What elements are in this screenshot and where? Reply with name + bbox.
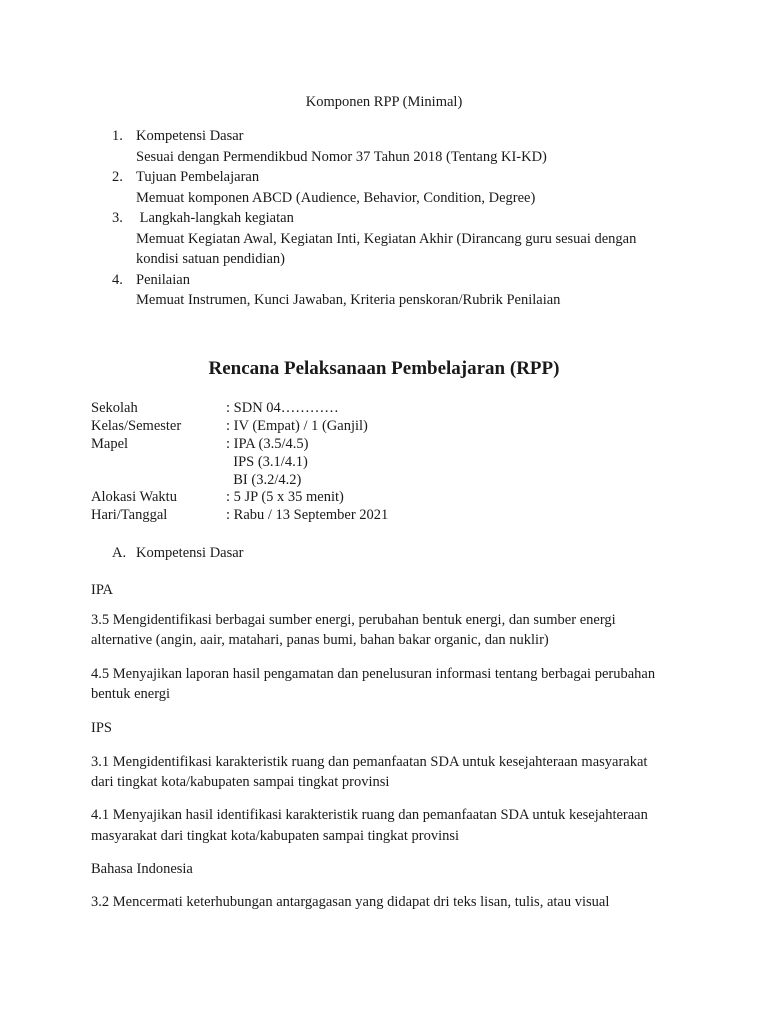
- list-item-number: 4.: [112, 272, 123, 288]
- kd-text: masyarakat dari tingkat kota/kabupaten sampai tingkat provinsi: [91, 828, 460, 844]
- list-item-title: Penilaian: [136, 272, 190, 288]
- identity-label: Hari/Tanggal: [91, 507, 168, 523]
- kd-text: alternative (angin, aair, matahari, panas bumi, bahan bakar organic, dan nuklir): [91, 632, 549, 648]
- identity-value: : IV (Empat) / 1 (Ganjil): [226, 418, 368, 434]
- kd-text: 3.5 Mengidentifikasi berbagai sumber energi, perubahan bentuk energi, dan sumber energi: [91, 612, 616, 628]
- identity-value: : Rabu / 13 September 2021: [226, 507, 389, 523]
- identity-value: : 5 JP (5 x 35 menit): [226, 489, 344, 505]
- list-item-desc: Memuat Kegiatan Awal, Kegiatan Inti, Kegiatan Akhir (Dirancang guru sesuai dengan: [136, 231, 637, 247]
- kd-text: 3.2 Mencermati keterhubungan antargagasan yang didapat dri teks lisan, tulis, atau visual: [91, 894, 610, 910]
- identity-value: IPS (3.1/4.1): [226, 454, 308, 470]
- rpp-title: Rencana Pelaksanaan Pembelajaran (RPP): [208, 358, 560, 379]
- identity-label: Sekolah: [91, 400, 138, 416]
- identity-label: Kelas/Semester: [91, 418, 182, 434]
- identity-label: Alokasi Waktu: [91, 489, 177, 505]
- list-item-number: 2.: [112, 169, 123, 185]
- components-title: Komponen RPP (Minimal): [305, 94, 463, 110]
- list-item-desc: kondisi satuan pendidian): [136, 251, 286, 267]
- list-item-desc: Memuat Instrumen, Kunci Jawaban, Kriteria penskoran/Rubrik Penilaian: [136, 292, 561, 308]
- list-item-desc: Sesuai dengan Permendikbud Nomor 37 Tahun 2018 (Tentang KI-KD): [136, 149, 547, 165]
- kd-text: 4.1 Menyajikan hasil identifikasi karakteristik ruang dan pemanfaatan SDA untuk kesejahteraan: [91, 807, 648, 823]
- identity-value: : SDN 04…………: [226, 400, 339, 416]
- identity-label: Mapel: [91, 436, 129, 452]
- kd-text: 3.1 Mengidentifikasi karakteristik ruang dan pemanfaatan SDA untuk kesejahteraan masyarakat: [91, 754, 648, 770]
- list-item-number: 3.: [112, 210, 123, 226]
- kd-text: dari tingkat kota/kabupaten sampai tingkat provinsi: [91, 774, 390, 790]
- identity-value: : IPA (3.5/4.5): [226, 436, 309, 452]
- section-title: Kompetensi Dasar: [136, 545, 244, 561]
- subject-heading: IPA: [91, 582, 114, 598]
- identity-value: BI (3.2/4.2): [226, 472, 302, 488]
- kd-text: bentuk energi: [91, 686, 171, 702]
- list-item-number: 1.: [112, 128, 123, 144]
- subject-heading: IPS: [91, 720, 112, 736]
- subject-heading: Bahasa Indonesia: [91, 861, 193, 877]
- list-item-desc: Memuat komponen ABCD (Audience, Behavior, Condition, Degree): [136, 190, 536, 206]
- section-number: A.: [112, 545, 127, 561]
- list-item-title: Langkah-langkah kegiatan: [136, 210, 294, 226]
- list-item-title: Tujuan Pembelajaran: [136, 169, 260, 185]
- list-item-title: Kompetensi Dasar: [136, 128, 244, 144]
- kd-text: 4.5 Menyajikan laporan hasil pengamatan dan penelusuran informasi tentang berbagai perubahan: [91, 666, 656, 682]
